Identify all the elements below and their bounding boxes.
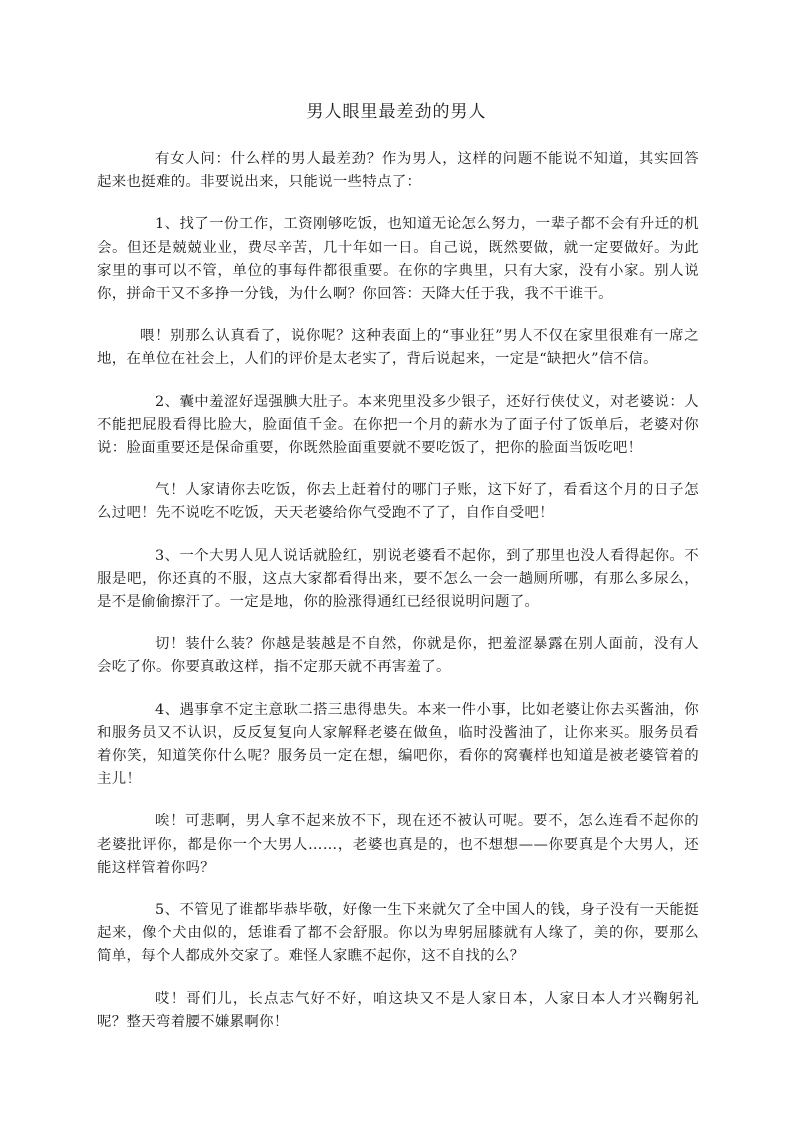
paragraph-comment-5: 哎！哥们儿，长点志气好不好，咱这块又不是人家日本，人家日本人才兴鞠躬礼呢？整天弯着腰不嫌累啊你！ (97, 990, 699, 1030)
document-title: 男人眼里最差劲的男人 (306, 102, 487, 122)
paragraph-comment-3: 切！装什么装？你越是装越是不自然，你就是你，把羞涩暴露在别人面前，没有人会吃了你。你要真敢这样，指不定那天就不再害羞了。 (97, 636, 699, 676)
paragraph-comment-4: 唉！可悲啊，男人拿不起来放不下，现在还不被认可呢。要不，怎么连看不起你的老婆批评你，都是你一个大男人……，老婆也真是的，也不想想——你要真是个大男人，还能这样管着你吗？ (97, 813, 699, 876)
paragraph-intro: 有女人问：什么样的男人最差劲？作为男人，这样的问题不能说不知道，其实回答起来也挺难的。非要说出来，只能说一些特点了： (97, 151, 699, 191)
paragraph-point-2: 2、囊中羞涩好逞强腆大肚子。本来兜里没多少银子，还好行侠仗义，对老婆说：人不能把屁股看得比脸大，脸面值千金。在你把一个月的薪水为了面子付了饭单后，老婆对你说：脸面重要还是保命重要，你既然脸面重要就不要吃饭了，把你的脸面当饭吃吧！ (97, 393, 699, 457)
paragraph-comment-2: 气！人家请你去吃饭，你去上赶着付的哪门子账，这下好了，看看这个月的日子怎么过吧！先不说吃不吃饭，天天老婆给你气受跑不了了，自作自受吧！ (97, 482, 699, 522)
document-body (97, 148, 699, 1053)
paragraph-point-3: 3、一个大男人见人说话就脸红，别说老婆看不起你，到了那里也没人看得起你。不服是吧，你还真的不服，这点大家都看得出来，要不怎么一会一趟厕所哪，有那么多尿么，是不是偷偷擦汗了。一定是地，你的脸涨得通红已经很说明问题了。 (97, 547, 699, 611)
paragraph-point-5: 5、不管见了谁都毕恭毕敬，好像一生下来就欠了全中国人的钱，身子没有一天能挺起来，像个犬由似的，恁谁看了都不会舒服。你以为卑躬屈膝就有人缘了，美的你，要那么简单，每个人都成外交家了。难怪人家瞧不起你，这不自找的么？ (97, 902, 699, 965)
paragraph-point-1: 1、找了一份工作，工资刚够吃饭，也知道无论怎么努力，一辈子都不会有升迁的机会。但还是兢兢业业，费尽辛苦，几十年如一日。自己说，既然要做，就一定要做好。为此家里的事可以不管，单位的事每件都很重要。在你的字典里，只有大家，没有小家。别人说你，拼命干又不多挣一分钱，为什么啊？你回答：天降大任于我，我不干谁干。 (97, 216, 699, 303)
paragraph-point-4: 4、遇事拿不定主意耿二搭三患得患失。本来一件小事，比如老婆让你去买酱油，你和服务员又不认识，反反复复向人家解释老婆在做鱼，临时没酱油了，让你来买。服务员看着你笑，知道笑你什么呢？服务员一定在想，编吧你，看你的窝囊样也知道是被老婆管着的主儿！ (97, 701, 699, 788)
paragraph-comment-1: 喂！别那么认真看了，说你呢？这种表面上的“事业狂”男人不仅在家里很难有一席之地，在单位在社会上，人们的评价是太老实了，背后说起来，一定是“缺把火”信不信。 (97, 328, 699, 368)
